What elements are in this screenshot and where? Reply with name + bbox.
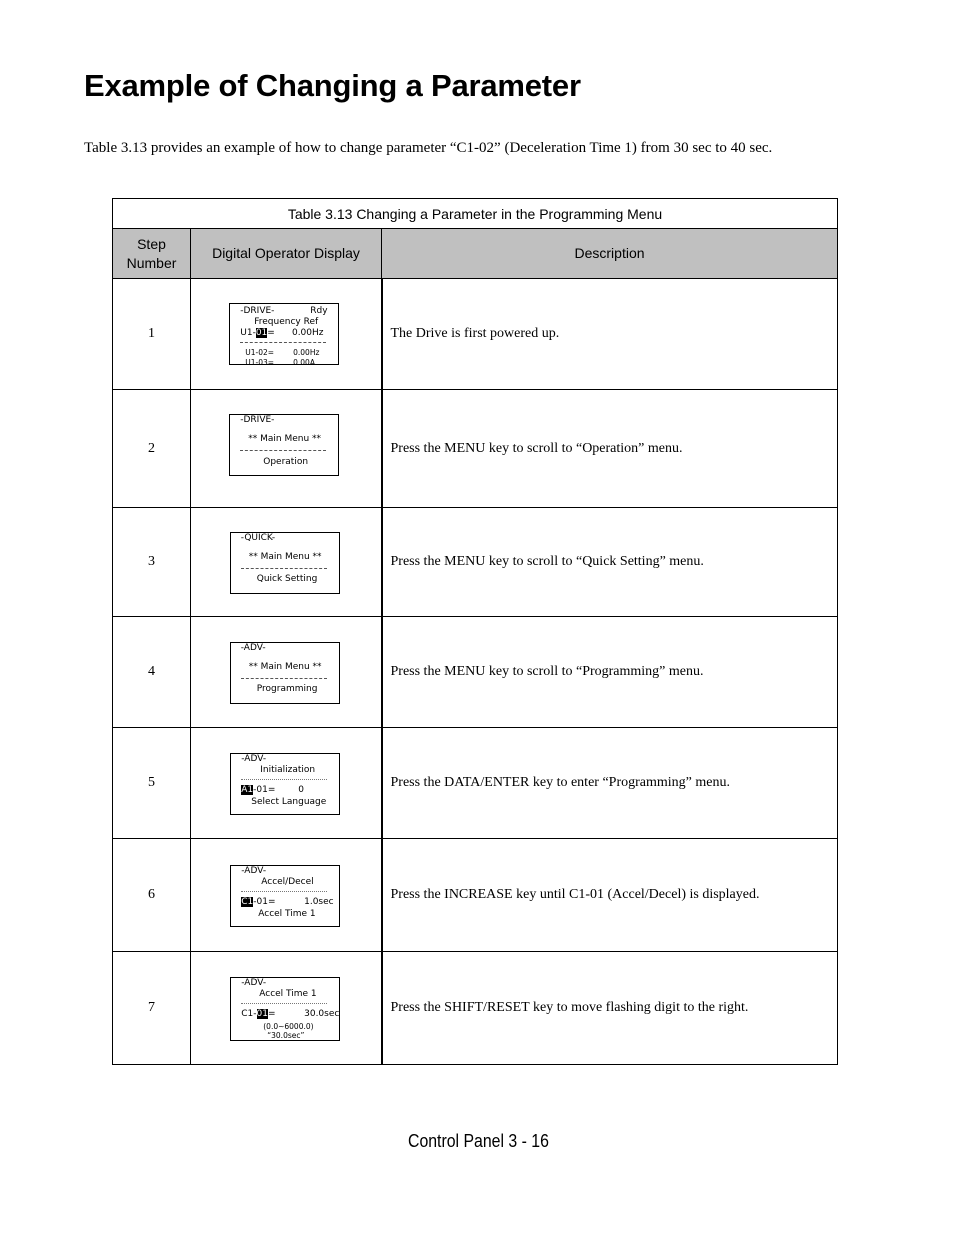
lcd-display xyxy=(229,414,339,476)
table-header-row xyxy=(113,229,838,279)
table-caption-row xyxy=(113,199,838,229)
lcd-line: Frequency Ref xyxy=(254,317,319,327)
lcd-divider xyxy=(241,568,327,569)
lcd-line: ** Main Menu ** xyxy=(248,433,322,444)
lcd-line: -ADV- xyxy=(241,754,267,764)
lcd-line xyxy=(241,897,333,908)
lcd-display xyxy=(230,753,340,815)
lcd-line: Accel Time 1 xyxy=(259,989,317,999)
lcd-divider xyxy=(241,891,327,892)
lcd-line: -DRIVE- xyxy=(240,414,275,425)
lcd-cursor: 01 xyxy=(255,328,268,338)
table-row xyxy=(113,728,838,839)
operator-display-cell xyxy=(191,839,382,952)
lcd-display xyxy=(230,977,340,1041)
table-row xyxy=(113,952,838,1065)
lcd-line: (0.0~6000.0) xyxy=(263,1022,314,1031)
step-number: 4 xyxy=(113,617,191,728)
lcd-line: Operation xyxy=(263,456,309,467)
lcd-divider xyxy=(240,342,326,343)
lcd-line: Accel/Decel xyxy=(261,877,314,887)
step-description: Press the INCREASE key until C1-01 (Accel/Decel) is displayed. xyxy=(382,839,838,952)
table-row xyxy=(113,390,838,508)
operator-display-cell xyxy=(191,390,382,508)
header-step-number xyxy=(113,229,191,279)
header-step-line2: Number xyxy=(126,254,177,271)
lcd-line: ** Main Menu ** xyxy=(248,552,322,562)
step-description: Press the MENU key to scroll to “Programming” menu. xyxy=(382,617,838,728)
lcd-cursor: 01 xyxy=(256,1009,268,1019)
lcd-display xyxy=(229,303,339,365)
intro-paragraph: Table 3.13 provides an example of how to change parameter “C1-02” (Deceleration Time 1) from 30 sec to 40 sec. xyxy=(84,140,773,156)
step-description: Press the MENU key to scroll to “Quick Setting” menu. xyxy=(382,508,838,617)
lcd-line xyxy=(241,785,304,796)
lcd-line: Accel Time 1 xyxy=(258,909,316,919)
lcd-display xyxy=(230,642,340,704)
table-row xyxy=(113,279,838,390)
lcd-line: ** Main Menu ** xyxy=(248,662,322,672)
lcd-line: Quick Setting xyxy=(256,574,318,584)
lcd-cursor: C1 xyxy=(241,897,254,907)
lcd-cursor: A1 xyxy=(241,785,254,795)
table-caption: Table 3.13 Changing a Parameter in the Programming Menu xyxy=(113,199,838,229)
parameter-change-table xyxy=(112,198,838,1065)
lcd-line xyxy=(240,328,323,339)
step-description: Press the SHIFT/RESET key to move flashing digit to the right. xyxy=(382,952,838,1065)
operator-display-cell xyxy=(191,728,382,839)
step-number: 1 xyxy=(113,279,191,390)
header-display: Digital Operator Display xyxy=(191,229,382,279)
header-description: Description xyxy=(382,229,838,279)
step-number: 5 xyxy=(113,728,191,839)
step-description: The Drive is first powered up. xyxy=(382,279,838,390)
lcd-text: = 0.00Hz xyxy=(267,328,324,338)
lcd-text: C1- xyxy=(241,1009,257,1019)
table-row xyxy=(113,839,838,952)
step-number: 7 xyxy=(113,952,191,1065)
operator-display-cell xyxy=(191,952,382,1065)
lcd-line: -QUICK- xyxy=(240,533,276,543)
page-title: Example of Changing a Parameter xyxy=(84,68,581,103)
lcd-line: -ADV- xyxy=(241,866,267,876)
lcd-divider xyxy=(241,678,327,679)
step-description: Press the MENU key to scroll to “Operation” menu. xyxy=(382,390,838,508)
table-row xyxy=(113,508,838,617)
lcd-display xyxy=(230,532,340,594)
step-number: 6 xyxy=(113,839,191,952)
lcd-text: = 30.0sec xyxy=(267,1009,340,1019)
lcd-divider xyxy=(241,779,327,780)
lcd-line: Programming xyxy=(256,684,318,694)
step-number: 2 xyxy=(113,390,191,508)
lcd-text: U1- xyxy=(240,328,256,338)
lcd-text: -01= 0 xyxy=(253,785,304,795)
operator-display-cell xyxy=(191,508,382,617)
lcd-line: -DRIVE- xyxy=(240,306,275,316)
operator-display-cell xyxy=(191,279,382,390)
operator-display-cell xyxy=(191,617,382,728)
lcd-line xyxy=(241,1009,339,1020)
header-step-line1: Step xyxy=(137,235,166,252)
step-description: Press the DATA/ENTER key to enter “Programming” menu. xyxy=(382,728,838,839)
table-row xyxy=(113,617,838,728)
lcd-line: “30.0sec” xyxy=(267,1031,305,1040)
lcd-line: U1-03= 0.00A xyxy=(245,358,315,367)
lcd-text: -01= 1.0sec xyxy=(253,897,334,907)
lcd-divider xyxy=(240,450,326,451)
lcd-line: Select Language xyxy=(251,797,327,807)
lcd-line: -ADV- xyxy=(241,978,267,988)
step-number: 3 xyxy=(113,508,191,617)
lcd-line: -ADV- xyxy=(240,643,266,653)
lcd-line: U1-02= 0.00Hz xyxy=(245,348,320,357)
page-footer: Control Panel 3 - 16 xyxy=(408,1131,549,1151)
lcd-line: Initialization xyxy=(260,765,316,775)
lcd-divider xyxy=(241,1003,327,1004)
lcd-display xyxy=(230,865,340,927)
lcd-status: Rdy xyxy=(310,306,328,316)
